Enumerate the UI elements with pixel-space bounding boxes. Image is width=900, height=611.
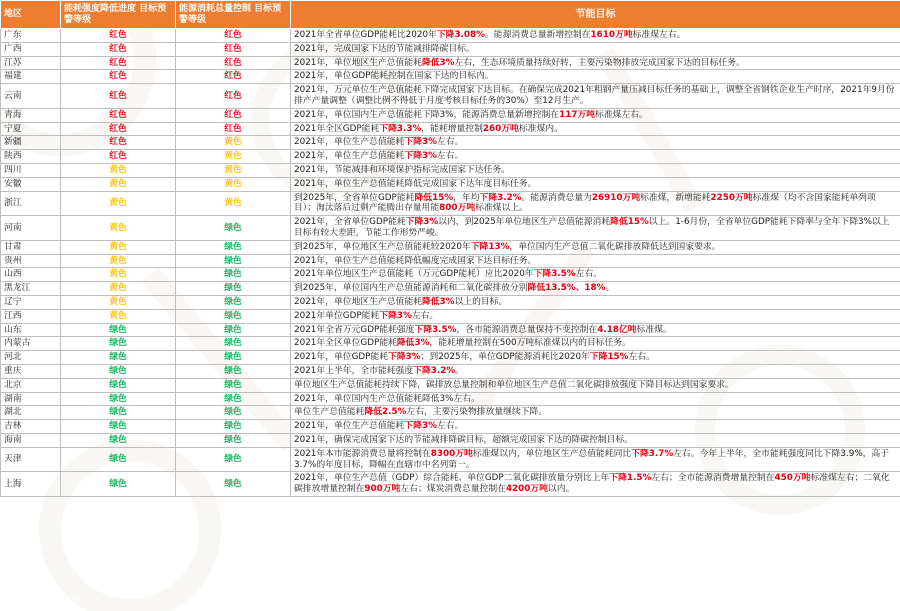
table-row [1, 177, 900, 191]
region-cell: 山西 [1, 268, 61, 282]
table-row [1, 122, 900, 136]
highlight-value: 降低15% [610, 217, 649, 228]
region-cell: 浙江 [1, 191, 61, 216]
highlight-value: 1610万吨 [590, 30, 633, 40]
region-cell: 青海 [1, 108, 61, 122]
target-cell [291, 240, 900, 254]
target-text: 2021年，节能减排和环境保护指标完成国家下达任务。 [294, 164, 510, 175]
target-text: ，各市能源消费总量保持不变控制在 [456, 324, 598, 335]
intensity-level-cell: 红色 [61, 108, 176, 122]
region-cell: 天津 [1, 447, 61, 472]
target-text: 2021年，完成国家下达的节能减排降碳目标。 [294, 43, 475, 54]
target-text: 标准煤左右。 [595, 109, 648, 120]
table-row [1, 351, 900, 365]
total-level-cell: 绿色 [176, 254, 291, 268]
intensity-level-cell: 绿色 [61, 364, 176, 378]
target-cell [291, 433, 900, 447]
target-cell [291, 191, 900, 216]
highlight-value: 下降3% [405, 217, 439, 228]
region-cell: 四川 [1, 163, 61, 177]
intensity-level-cell: 黄色 [61, 254, 176, 268]
highlight-value: 下降3.5% [414, 324, 457, 335]
target-text: 标准煤左右。 [632, 30, 686, 40]
watermark-logo [9, 593, 80, 609]
highlight-value: 下降1.5% [609, 473, 652, 484]
total-level-cell: 绿色 [176, 433, 291, 447]
target-text: 左右；煤炭消费总量控制在 [400, 484, 506, 495]
highlight-value: 降低3% [421, 57, 455, 68]
target-cell [291, 42, 900, 56]
target-text: 左右，生态环境质量持续好转，主要污染物排放完成国家下达的目标任务。 [454, 57, 745, 68]
target-text: ，能耗增量控制 [421, 123, 483, 134]
target-text: 左右；全市能源消费增量控制在 [651, 473, 775, 484]
highlight-value: 下降3.5% [533, 269, 576, 280]
target-text: 到2025年，单位地区生产总值能耗较2020年 [294, 241, 471, 252]
highlight-value: 下降3% [404, 421, 437, 432]
table-row [1, 282, 900, 296]
intensity-level-cell: 绿色 [61, 351, 176, 365]
region-cell: 上海 [1, 472, 61, 497]
target-cell [291, 309, 900, 323]
table-row [1, 240, 900, 254]
highlight-value: 下降3.3% [379, 123, 422, 134]
region-cell: 福建 [1, 70, 61, 84]
region-cell: 广东 [1, 29, 61, 43]
table-row [1, 150, 900, 164]
highlight-value: 降低13.5%、18% [527, 283, 606, 294]
region-cell: 陕西 [1, 150, 61, 164]
target-cell [291, 29, 900, 43]
total-level-cell: 黄色 [176, 177, 291, 191]
target-cell [291, 268, 900, 282]
region-cell: 广西 [1, 42, 61, 56]
target-cell [291, 282, 900, 296]
highlight-value: 下降13% [470, 241, 510, 252]
highlight-value: 降低15% [414, 192, 454, 203]
highlight-value: 下降3% [379, 310, 412, 321]
region-cell: 辽宁 [1, 295, 61, 309]
target-text: 左右。 [436, 151, 464, 162]
region-cell: 海南 [1, 433, 61, 447]
intensity-level-cell: 绿色 [61, 406, 176, 420]
table-row [1, 84, 900, 109]
region-cell: 湖北 [1, 406, 61, 420]
intensity-level-cell: 绿色 [61, 378, 176, 392]
total-level-cell: 黄色 [176, 163, 291, 177]
table-row [1, 406, 900, 420]
target-text: 2021年，单位国内生产总值能耗下降3%，能源消费总量新增控制在 [294, 109, 560, 120]
region-cell: 甘肃 [1, 240, 61, 254]
total-level-cell: 黄色 [176, 150, 291, 164]
total-level-cell: 绿色 [176, 216, 291, 241]
total-level-cell: 绿色 [176, 364, 291, 378]
highlight-value: 下降3% [404, 151, 437, 162]
target-text: 2021年单位GDP能耗 [294, 310, 380, 321]
target-text: 2021年，单位地区生产总值能耗 [294, 296, 422, 307]
target-text: 2021年全区GDP能耗 [294, 123, 380, 134]
svg-text:大数跨境: 大数跨境 [28, 594, 81, 609]
region-cell: 新疆 [1, 136, 61, 150]
total-level-cell: 红色 [176, 84, 291, 109]
highlight-value: 下降15% [589, 352, 629, 363]
target-cell [291, 70, 900, 84]
intensity-level-cell: 绿色 [61, 433, 176, 447]
target-cell [291, 136, 900, 150]
total-level-cell: 绿色 [176, 406, 291, 420]
target-text: ，单位国内生产总值二氧化碳排放降低达到国家要求。 [509, 241, 721, 252]
region-cell: 贵州 [1, 254, 61, 268]
intensity-level-cell: 黄色 [61, 177, 176, 191]
target-text: 。能源消费总量为 [521, 192, 592, 203]
intensity-level-cell: 绿色 [61, 420, 176, 434]
intensity-level-cell: 绿色 [61, 392, 176, 406]
intensity-level-cell: 红色 [61, 150, 176, 164]
target-text: 2021年，单位生产总值能耗降低幅度完成国家下达目标任务。 [294, 255, 537, 266]
target-text: 左右。 [411, 310, 439, 321]
target-text: 标准煤以上。 [475, 203, 528, 214]
table-row [1, 309, 900, 323]
region-cell: 内蒙古 [1, 337, 61, 351]
total-level-cell: 绿色 [176, 323, 291, 337]
intensity-level-cell: 黄色 [61, 191, 176, 216]
intensity-level-cell: 黄色 [61, 240, 176, 254]
total-level-cell: 红色 [176, 70, 291, 84]
region-cell: 黑龙江 [1, 282, 61, 296]
target-text: 2021年本市能源消费总量将控制在 [294, 448, 431, 459]
target-text: 以上的目标。 [454, 296, 508, 307]
intensity-level-cell: 绿色 [61, 323, 176, 337]
target-text: 。 [605, 283, 615, 294]
intensity-level-cell: 红色 [61, 70, 176, 84]
target-cell [291, 420, 900, 434]
table-row [1, 447, 900, 472]
target-text: 以内。 [548, 484, 575, 495]
target-text: 左右，主要污染物排放量继续下降。 [406, 407, 548, 418]
highlight-value: 下降3% [388, 352, 421, 363]
highlight-value: 4.18亿吨 [597, 324, 637, 335]
table-row [1, 433, 900, 447]
highlight-value: 降低3% [421, 296, 455, 307]
total-level-cell: 红色 [176, 29, 291, 43]
target-cell [291, 177, 900, 191]
table-row [1, 42, 900, 56]
total-level-cell: 红色 [176, 56, 291, 70]
target-text: 2021年，万元单位生产总值能耗下降完成国家下达目标。在确保完成2021年粗钢产量压减目标任务的基础上，调整全省钢铁企业生产时序，2021年9月份排产产量调整（调整比例不得低于月度考核目标任务的30%）至12月生产。 [294, 85, 895, 106]
target-text: 2021年单位地区生产总值能耗（万元GDP能耗）应比2020年 [294, 269, 534, 280]
highlight-value: 117万吨 [559, 109, 596, 120]
target-text: 2021年上半年，全市能耗强度 [294, 365, 414, 376]
intensity-level-cell: 红色 [61, 56, 176, 70]
highlight-value: 下降3.2% [479, 192, 522, 203]
total-level-cell: 绿色 [176, 447, 291, 472]
target-text: 2021年，单位地区生产总值能耗 [294, 57, 422, 68]
target-text: ；到2025年，单位GDP能源消耗比2020年 [420, 352, 590, 363]
total-level-cell: 绿色 [176, 420, 291, 434]
region-cell: 安徽 [1, 177, 61, 191]
intensity-level-cell: 黄色 [61, 282, 176, 296]
target-cell [291, 150, 900, 164]
intensity-level-cell: 红色 [61, 29, 176, 43]
target-text: ，能耗增量控制在500万吨标准煤以内的目标任务。 [429, 338, 631, 349]
region-cell: 河北 [1, 351, 61, 365]
total-level-cell: 黄色 [176, 191, 291, 216]
target-text: 标准煤内。 [518, 123, 563, 134]
target-text: 到2025年，单位国内生产总值能源消耗和二氧化碳排放分别 [294, 283, 528, 294]
total-level-cell: 绿色 [176, 337, 291, 351]
highlight-value: 下降3.08% [436, 30, 485, 40]
highlight-value: 900万吨 [364, 484, 401, 495]
target-text: 单位生产总值能耗 [294, 407, 365, 418]
highlight-value: 降低3% [396, 338, 430, 349]
target-text: 以上。1-6月份，全省单位GDP能耗下降率与全年下降3%以上目标有较大差距，节能工作形势严峻。 [294, 217, 890, 238]
target-cell [291, 216, 900, 241]
target-text: 2021年，单位生产总值能耗 [294, 151, 405, 162]
table-row [1, 108, 900, 122]
highlight-value: 8300万吨 [430, 448, 473, 459]
intensity-level-cell: 绿色 [61, 337, 176, 351]
intensity-level-cell: 红色 [61, 136, 176, 150]
region-cell: 云南 [1, 84, 61, 109]
highlight-value: 下降3.2% [413, 365, 456, 376]
table-row [1, 337, 900, 351]
target-text: 。能源消费总量新增控制在 [484, 30, 591, 40]
target-text: 左右。 [628, 352, 655, 363]
highlight-value: 下降3% [404, 137, 437, 148]
region-cell: 重庆 [1, 364, 61, 378]
target-cell [291, 323, 900, 337]
region-cell: 江西 [1, 309, 61, 323]
intensity-level-cell: 绿色 [61, 472, 176, 497]
region-cell: 山东 [1, 323, 61, 337]
target-text: 2021年，单位国内生产总值能耗降低3%左右。 [294, 393, 480, 404]
total-level-cell: 红色 [176, 122, 291, 136]
intensity-level-cell: 绿色 [61, 447, 176, 472]
target-text: 标准煤。 [636, 324, 672, 335]
total-level-cell: 绿色 [176, 378, 291, 392]
target-text: 左右。今年上半年，全市能耗强度同比下降3.9%，高于3.7%的年度目标，降幅在直辖市中名列第一。 [294, 448, 890, 470]
target-text: 2021年，单位GDP能耗 [294, 352, 389, 363]
table-row [1, 254, 900, 268]
region-cell: 河南 [1, 216, 61, 241]
target-text: 标准煤（均不含国家能耗单列项目）；淘汰落后过剩产能腾出存量用能 [294, 192, 876, 214]
target-cell [291, 84, 900, 109]
table-row [1, 56, 900, 70]
region-cell: 湖南 [1, 392, 61, 406]
total-level-cell: 绿色 [176, 240, 291, 254]
table-row [1, 268, 900, 282]
target-cell [291, 364, 900, 378]
target-text: 到2025年，全省单位GDP能耗 [294, 192, 415, 203]
highlight-value: 降低2.5% [364, 407, 407, 418]
header-intensity-level: 能耗强度降低进度 目标预警等级 [61, 1, 176, 29]
target-text: 。 [455, 365, 464, 376]
table-row [1, 392, 900, 406]
highlight-value: 26910万吨 [591, 192, 641, 203]
region-cell: 北京 [1, 378, 61, 392]
target-text: 2021年，单位生产总值能耗降低完成国家下达年度目标任务。 [294, 178, 537, 189]
highlight-value: 下降3.7% [631, 448, 674, 459]
target-text: 2021年，单位生产总值（GDP）综合能耗、单位GDP二氧化碳排放量分别比上年 [294, 473, 610, 484]
highlight-value: 2250万吨 [710, 192, 753, 203]
header-target: 节能目标 [291, 1, 900, 29]
total-level-cell: 绿色 [176, 282, 291, 296]
total-level-cell: 绿色 [176, 268, 291, 282]
table-row [1, 163, 900, 177]
table-row [1, 136, 900, 150]
target-text: 2021年，确保完成国家下达的节能减排降碳目标，超额完成国家下达的降碳控制目标。 [294, 434, 634, 445]
target-cell [291, 472, 900, 497]
total-level-cell: 绿色 [176, 351, 291, 365]
intensity-level-cell: 黄色 [61, 268, 176, 282]
table-row [1, 472, 900, 497]
intensity-level-cell: 黄色 [61, 309, 176, 323]
total-level-cell: 红色 [176, 42, 291, 56]
target-text: 2021年，单位生产总值能耗 [294, 421, 405, 432]
table-row [1, 295, 900, 309]
intensity-level-cell: 黄色 [61, 216, 176, 241]
highlight-value: 800万吨 [439, 203, 476, 214]
target-text: 2021年，单位GDP能耗控制在国家下达的目标内。 [294, 71, 494, 82]
target-text: 2021年全区单位GDP能耗 [294, 338, 397, 349]
intensity-level-cell: 红色 [61, 84, 176, 109]
target-text: 左右。 [436, 421, 464, 432]
target-text: 左右。 [575, 269, 603, 280]
target-cell [291, 351, 900, 365]
table-row [1, 378, 900, 392]
target-cell [291, 392, 900, 406]
header-total-level: 能源消耗总量控制 目标预警等级 [176, 1, 291, 29]
target-cell [291, 378, 900, 392]
target-text: 以内，到2025年单位地区生产总值能源消耗 [438, 217, 611, 228]
intensity-level-cell: 红色 [61, 122, 176, 136]
region-cell: 吉林 [1, 420, 61, 434]
header-row [1, 1, 900, 29]
target-text: 标准煤以内，单位地区生产总值能耗同比 [472, 448, 632, 459]
target-cell [291, 406, 900, 420]
highlight-value: 260万吨 [482, 123, 519, 134]
target-text: 2021年，全省单位GDP能耗 [294, 217, 406, 228]
region-cell: 江苏 [1, 56, 61, 70]
table-row [1, 323, 900, 337]
highlight-value: 4200万吨 [505, 484, 549, 495]
target-cell [291, 163, 900, 177]
target-text: 左右。 [436, 137, 464, 148]
table-body [1, 29, 900, 497]
target-text: 2021年，单位生产总值能耗 [294, 137, 405, 148]
table-row [1, 364, 900, 378]
header-region: 地区 [1, 1, 61, 29]
target-text: 单位地区生产总值能耗持续下降，碳排放总量控制和单位地区生产总值二氧化碳排放强度下降目标达到国家要求。 [294, 379, 734, 390]
intensity-level-cell: 黄色 [61, 295, 176, 309]
table-row [1, 191, 900, 216]
target-text: 标准煤，新增能耗 [640, 192, 711, 203]
target-cell [291, 447, 900, 472]
target-cell [291, 337, 900, 351]
total-level-cell: 绿色 [176, 295, 291, 309]
total-level-cell: 红色 [176, 108, 291, 122]
target-cell [291, 295, 900, 309]
highlight-value: 450万吨 [774, 473, 811, 484]
target-text: 标准煤左右；二氧化碳排放增量控制在 [294, 473, 890, 495]
intensity-level-cell: 黄色 [61, 163, 176, 177]
target-cell [291, 122, 900, 136]
table-row [1, 216, 900, 241]
total-level-cell: 绿色 [176, 309, 291, 323]
target-text: ，年均 [453, 192, 480, 203]
total-level-cell: 黄色 [176, 136, 291, 150]
total-level-cell: 绿色 [176, 392, 291, 406]
target-cell [291, 108, 900, 122]
region-cell: 宁夏 [1, 122, 61, 136]
table-row [1, 420, 900, 434]
total-level-cell: 绿色 [176, 472, 291, 497]
target-cell [291, 56, 900, 70]
target-cell [291, 254, 900, 268]
table-row [1, 70, 900, 84]
target-text: 2021年全省单位GDP能耗比2020年 [294, 30, 437, 40]
intensity-level-cell: 红色 [61, 42, 176, 56]
target-text: 2021年全省万元GDP能耗强度 [294, 324, 415, 335]
table-row [1, 29, 900, 43]
